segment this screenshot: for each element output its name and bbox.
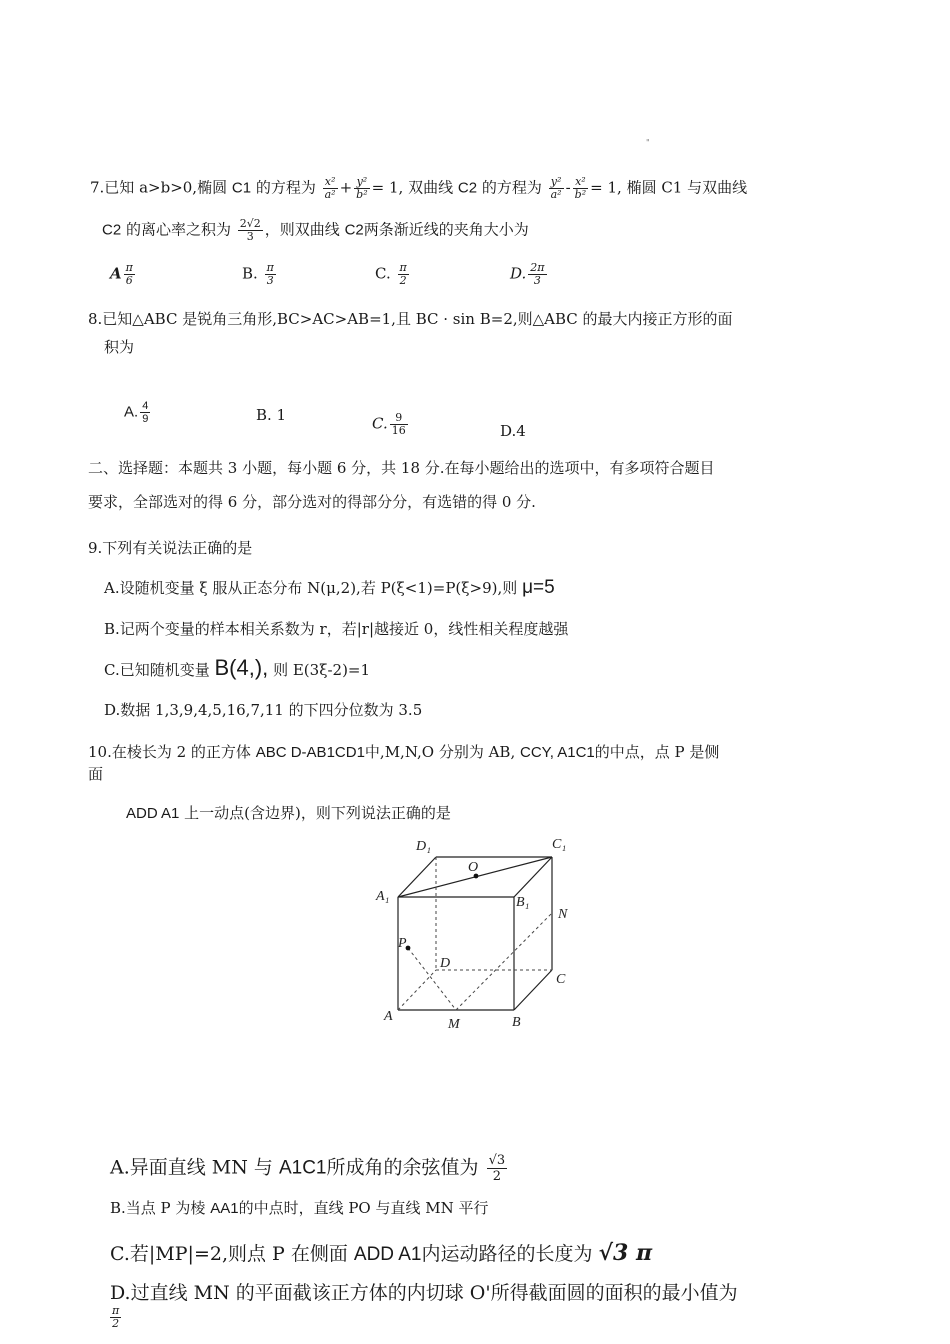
q7-text: 7.已知 a>b>0,椭圆 [90, 178, 228, 197]
q7-option-b: B. $\frac{\pi}{3}$ [242, 261, 274, 287]
q7-line2 [102, 218, 529, 243]
q10-line3: ADD A1 上一动点(含边界)，则下列说法正确的是 [126, 804, 451, 822]
q7-option-a: A $\frac{\pi}{6}$ [110, 261, 133, 287]
hyperbola-eq: = 1, [590, 178, 622, 197]
stray-mark: " [646, 138, 650, 147]
q9-stem: 9.下列有关说法正确的是 [88, 539, 253, 557]
q8-option-d: D.4 [500, 422, 526, 440]
q7-line1 [90, 176, 747, 201]
label-m: M [448, 1017, 460, 1032]
label-c: C [556, 972, 566, 987]
q10-option-b: B.当点 P 为棱 AA1的中点时，直线 PO 与直线 MN 平行 [110, 1199, 489, 1217]
label-d1: D₁ [416, 839, 431, 854]
label-b1: B₁ [516, 895, 530, 910]
section2-line2: 要求，全部选对的得 6 分，部分选对的得部分分，有选错的得 0 分. [88, 493, 536, 511]
q7-option-c: C. $\frac{\pi}{2}$ [375, 261, 407, 287]
q8-option-b: B. 1 [256, 406, 287, 424]
q7-c2: C2 [102, 221, 122, 239]
eccentricity-product: $\frac{2√2}{3}$ [239, 217, 261, 243]
hyperbola-minus: - [565, 178, 571, 197]
label-o: O [468, 860, 479, 875]
hyperbola-term-x: $\frac{\text{x²}}{\text{b²}}$ [574, 175, 587, 201]
q10-option-a: A.异面直线 MN 与 A1C1所成角的余弦值为 $\frac{√3}{2}$ [110, 1153, 506, 1184]
q8-line2: 积为 [104, 338, 135, 356]
q9-option-b: B.记两个变量的样本相关系数为 r，若|r|越接近 0，线性相关程度越强 [104, 620, 569, 638]
q8-line1: 8.已知△ABC 是锐角三角形,BC>AC>AB=1,且 BC · sin B=2,则△ABC 的最大内接正方形的面 [88, 310, 733, 328]
ellipse-term-y: $\frac{\text{y²}}{\text{b²}}$ [356, 175, 368, 201]
q9-option-d: D.数据 1,3,9,4,5,16,7,11 的下四分位数为 3.5 [104, 701, 423, 719]
edge-b1-c1 [514, 857, 552, 897]
q10-line1: 10.在棱长为 2 的正方体 ABC D-AB1CD1中,M,N,O 分别为 AB, CCY, A1C1的中点，点 P 是侧 [88, 743, 720, 761]
q7-text: 的离心率之积为 [125, 220, 231, 239]
label-a: A [384, 1009, 393, 1024]
label-a1: A₁ [376, 889, 390, 904]
q9-option-a: A.设随机变量 ξ 服从正态分布 N(μ,2),若 P(ξ<1)=P(ξ>9),则 μ=5 [104, 577, 555, 598]
q7-c1: C1 [231, 179, 252, 197]
label-b: B [512, 1015, 521, 1030]
label-d: D [440, 956, 451, 971]
q10-option-d: D.过直线 MN 的平面截该正方体的内切球 O'所得截面圆的面积的最小值为 [110, 1282, 738, 1304]
q8-option-c: C. $\frac{9}{16}$ [372, 411, 406, 437]
edge-a1-d1 [398, 857, 436, 897]
ellipse-eq: = 1, [371, 178, 404, 197]
ellipse-plus: + [339, 178, 353, 197]
q10-line2: 面 [88, 765, 104, 783]
q7-text: ，则双曲线 [264, 220, 340, 239]
q7-c2: C2 [457, 179, 478, 197]
edge-a-d [398, 970, 436, 1010]
q7-text: 椭圆 C1 与双曲线 [626, 178, 748, 197]
ellipse-term-x: $\frac{\text{x²}}{\text{a²}}$ [324, 175, 336, 201]
q10-option-d-value: $\frac{\pi}{2}$ [112, 1304, 120, 1330]
cube-figure [370, 830, 590, 1040]
q10-option-c: C.若|MP|=2,则点 P 在侧面 ADD A1内运动路径的长度为 √3 π [110, 1240, 653, 1266]
segment-m-n [456, 913, 552, 1010]
q7-c2: C2 [344, 221, 364, 239]
q7-text: 的方程为 [255, 178, 316, 197]
label-p: P [398, 936, 407, 951]
q7-option-d: D. $\frac{2\pi}{3}$ [510, 261, 545, 287]
label-c1: C₁ [552, 837, 567, 852]
q8-option-a: A. $\frac{4}{9}$ [124, 400, 149, 425]
edge-b-c [514, 970, 552, 1010]
q7-text: 双曲线 [408, 178, 454, 197]
label-n: N [558, 907, 568, 922]
section2-line1: 二、选择题：本题共 3 小题，每小题 6 分，共 18 分.在每小题给出的选项中，有多项符合题目 [88, 459, 715, 477]
q9-option-c: C.已知随机变量 B(4,), 则 E(3ξ-2)=1 [104, 655, 371, 680]
q7-text: 的方程为 [481, 178, 542, 197]
q7-text: 两条渐近线的夹角大小为 [363, 220, 529, 239]
hyperbola-term-y: $\frac{\text{y²}}{\text{a²}}$ [550, 175, 562, 201]
